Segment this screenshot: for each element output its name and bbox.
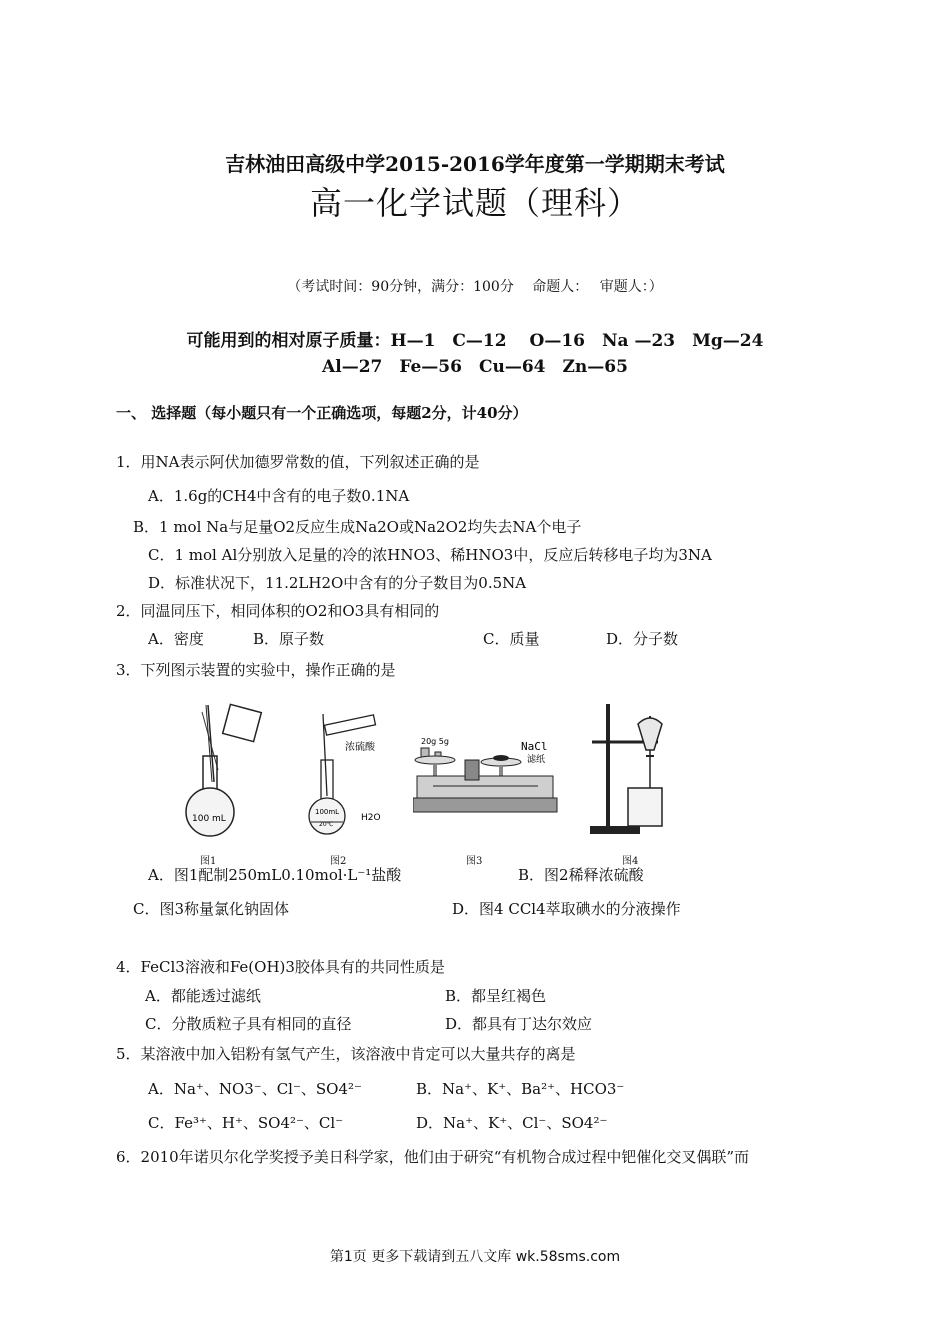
q4-option-c: C．分散质粒子具有相同的直径 [145, 1015, 352, 1033]
fig1-flask-label: 100 mL [192, 814, 226, 824]
q4-stem: 4．FeCl3溶液和Fe(OH)3胶体具有的共同性质是 [116, 958, 445, 976]
q1-option-c: C．1 mol Al分别放入足量的冷的浓HNO3、稀HNO3中，反应后转移电子均为3NA [148, 546, 712, 564]
figure-3-balance [413, 700, 563, 840]
q4-option-d: D．都具有丁达尔效应 [445, 1015, 593, 1033]
fig3-paper-label: 滤纸 [527, 755, 546, 765]
q1-option-b: B．1 mol Na与足量O2反应生成Na2O或Na2O2均失去NA个电子 [133, 518, 582, 536]
q3-stem: 3．下列图示装置的实验中，操作正确的是 [116, 661, 396, 679]
figure-4-separatory-funnel [586, 700, 676, 840]
fig2-water-label: H2O [361, 813, 381, 823]
q5-option-a: A．Na⁺、NO3⁻、Cl⁻、SO4²⁻ [148, 1080, 362, 1098]
q5-stem: 5．某溶液中加入铝粉有氢气产生，该溶液中肯定可以大量共存的离是 [116, 1045, 576, 1063]
figure-4-caption: 图4 [622, 856, 639, 867]
q4-option-a: A．都能透过滤纸 [145, 987, 261, 1005]
q2-option-d: D．分子数 [606, 630, 679, 648]
figure-1-volumetric-flask [178, 700, 268, 840]
q2-option-b: B．原子数 [253, 630, 325, 648]
figure-2-caption: 图2 [330, 856, 347, 867]
figure-1-caption: 图1 [200, 856, 217, 867]
q3-option-a: A．图1配制250mL0.10mol·L⁻¹盐酸 [148, 866, 402, 884]
figure-3-caption: 图3 [466, 856, 483, 867]
q4-option-b: B．都呈红褐色 [445, 987, 547, 1005]
q5-option-c: C．Fe³⁺、H⁺、SO4²⁻、Cl⁻ [148, 1114, 344, 1132]
fig3-weights-label: 20g 5g [421, 737, 449, 746]
fig2-flask-label: 100mL [315, 808, 340, 816]
q3-option-d: D．图4 CCl4萃取碘水的分液操作 [452, 900, 681, 918]
q1-option-a: A．1.6g的CH4中含有的电子数0.1NA [148, 487, 410, 505]
figure-2-dilution [305, 700, 395, 840]
fig3-nacl-label: NaCl [521, 740, 548, 753]
q1-stem: 1．用NA表示阿伏加德罗常数的值，下列叙述正确的是 [116, 453, 480, 471]
q1-option-d: D．标准状况下，11.2LH2O中含有的分子数目为0.5NA [148, 574, 527, 592]
q2-option-c: C．质量 [483, 630, 540, 648]
section-title: 一、 选择题（每小题只有一个正确选项，每题2分，计40分） [116, 404, 528, 422]
q2-stem: 2．同温同压下，相同体积的O2和O3具有相同的 [116, 602, 440, 620]
atomic-masses-line1: 可能用到的相对原子质量：H—1 C—12 O—16 Na —23 Mg—24 [186, 331, 764, 351]
subject-title: 高一化学试题（理科） [309, 184, 640, 222]
q3-option-c: C．图3称量氯化钠固体 [133, 900, 290, 918]
q5-option-b: B．Na⁺、K⁺、Ba²⁺、HCO3⁻ [416, 1080, 625, 1098]
q5-option-d: D．Na⁺、K⁺、Cl⁻、SO4²⁻ [416, 1114, 608, 1132]
school-title: 吉林油田高级中学2015-2016学年度第一学期期末考试 [225, 152, 725, 176]
fig2-reagent-label: 浓硫酸 [345, 742, 375, 753]
q6-stem: 6．2010年诺贝尔化学奖授予美日科学家，他们由于研究“有机物合成过程中钯催化交叉偶联”而 [116, 1148, 750, 1166]
q3-option-b: B．图2稀释浓硫酸 [518, 866, 644, 884]
atomic-masses-line2: Al—27 Fe—56 Cu—64 Zn—65 [322, 357, 628, 377]
q2-option-a: A．密度 [148, 630, 204, 648]
exam-info: （考试时间：90分钟，满分：100分 命题人： 审题人：） [287, 279, 663, 295]
page-footer: 第1页 更多下载请到五八文库 wk.58sms.com [329, 1249, 621, 1265]
fig2-flask-temp: 20℃ [319, 821, 334, 828]
